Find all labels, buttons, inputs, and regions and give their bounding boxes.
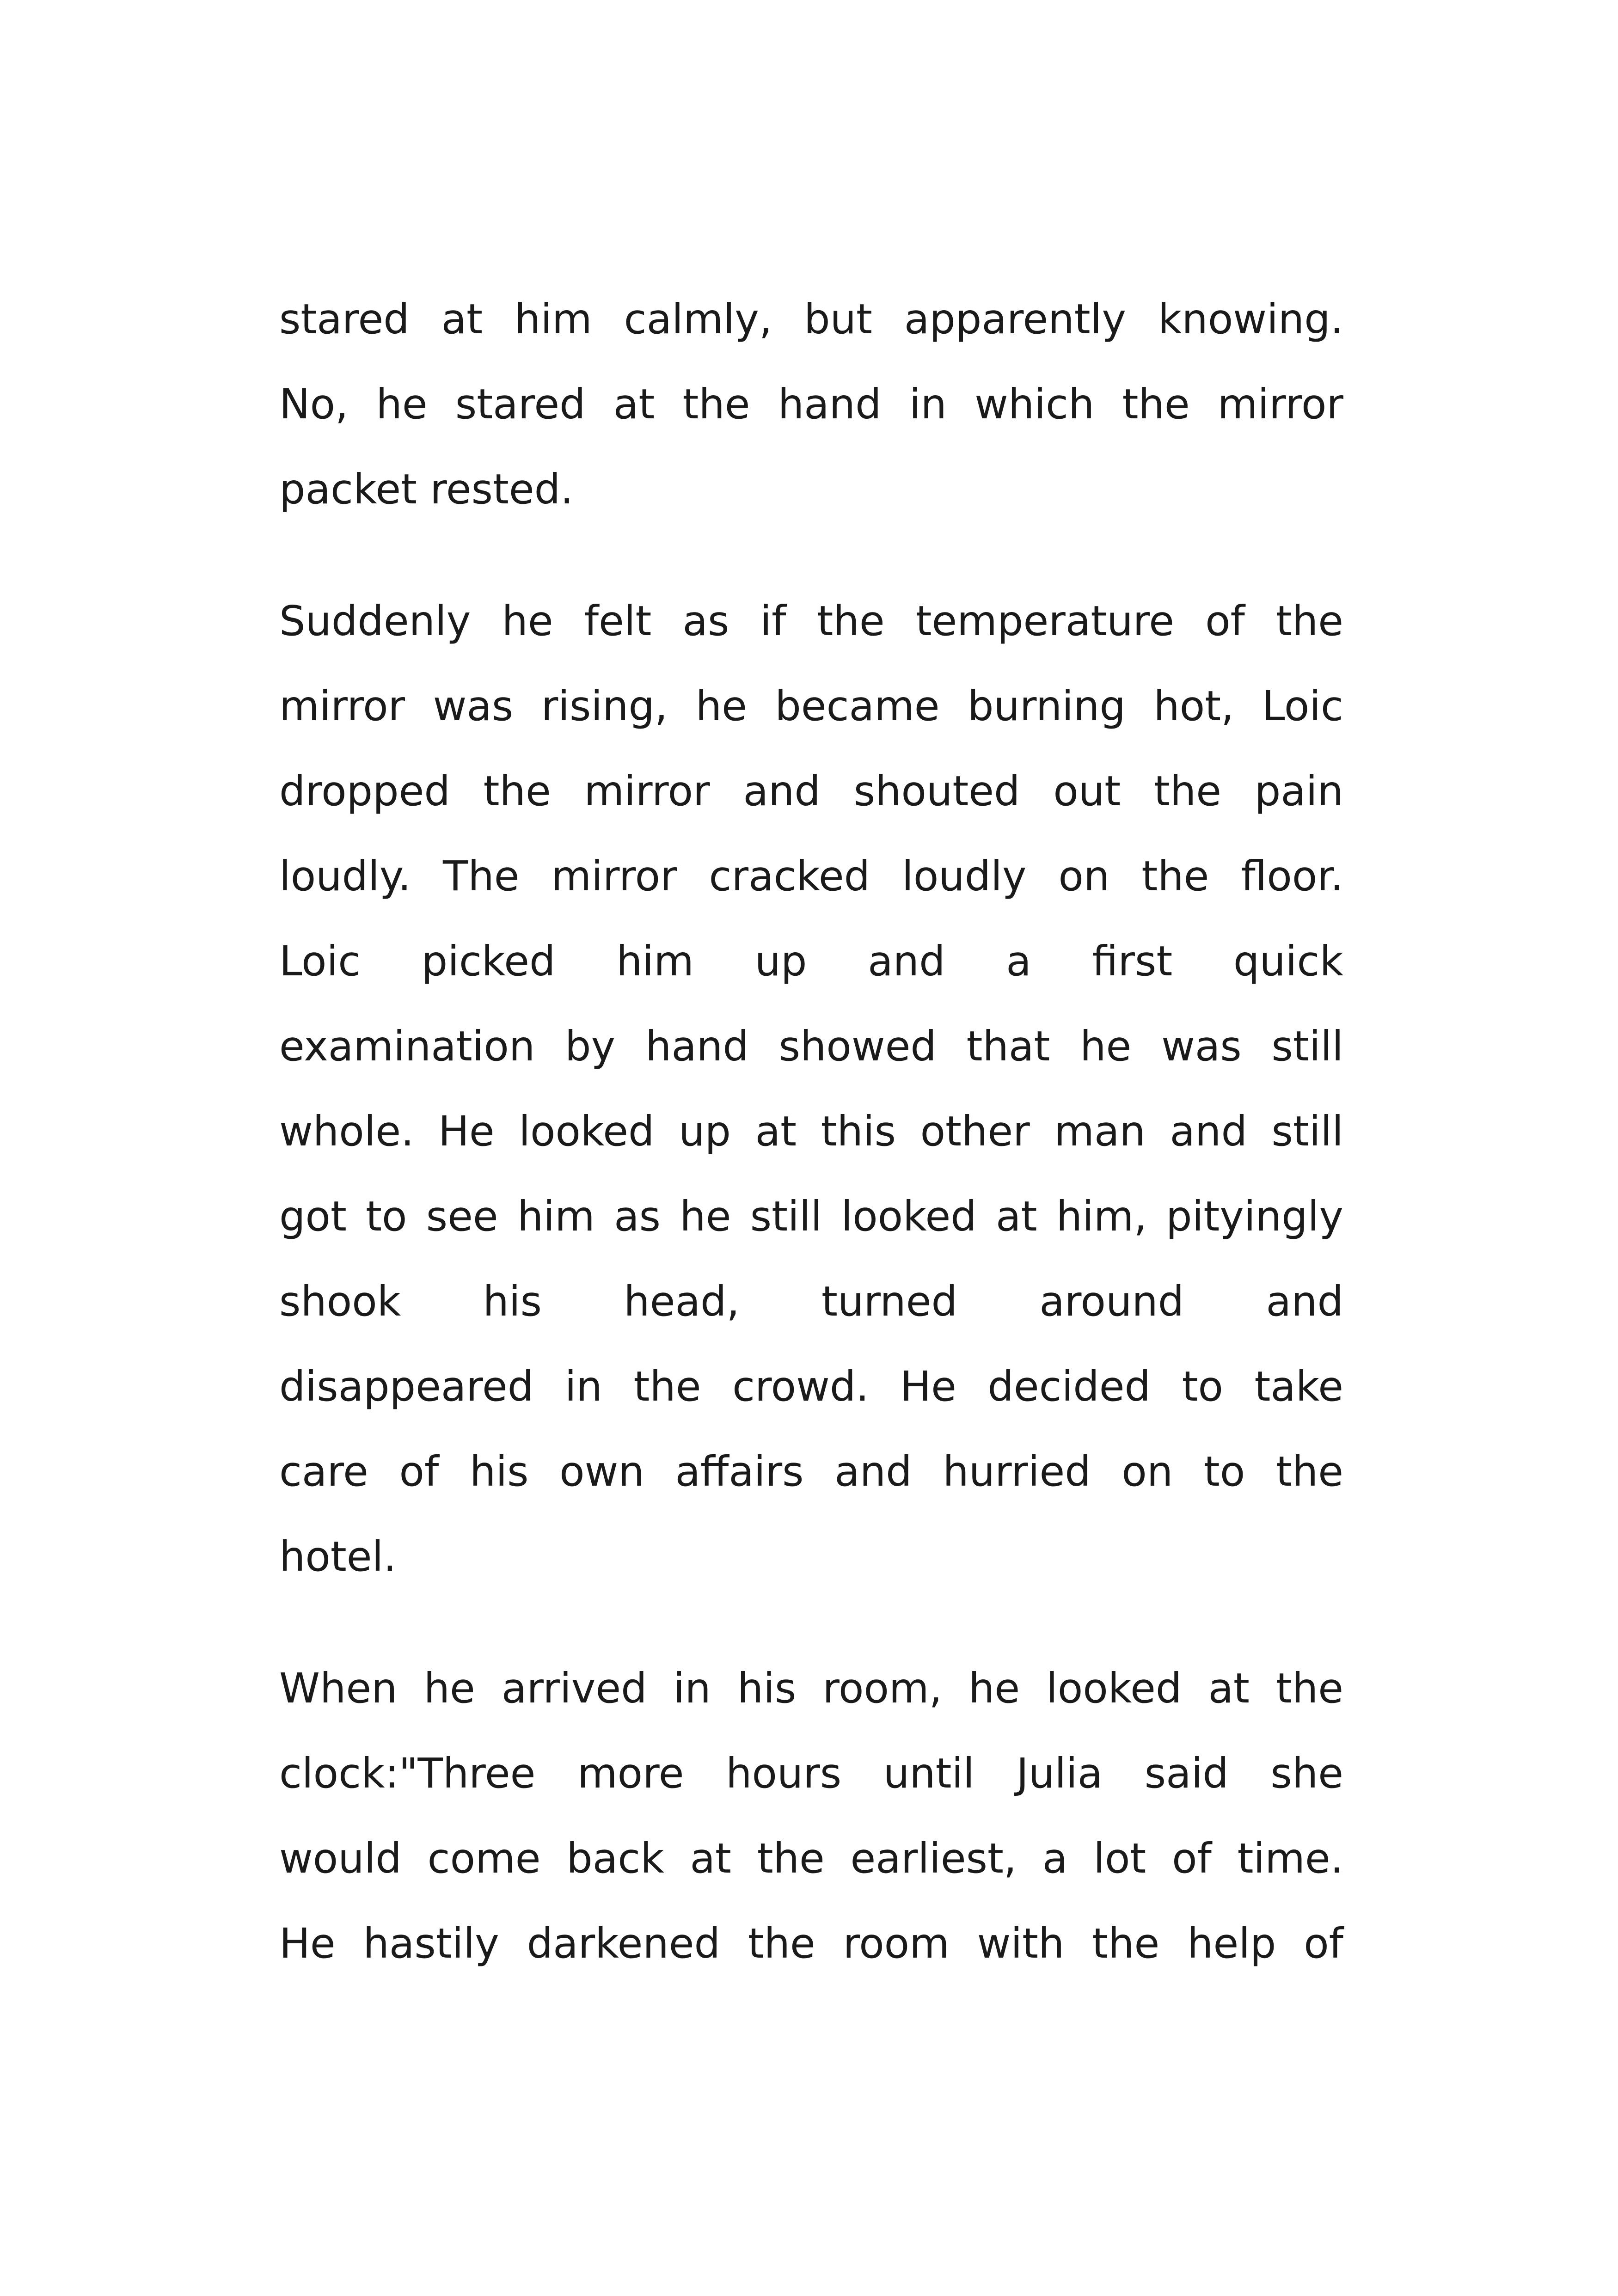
body-text: [279, 276, 1343, 1986]
text-line: dropped the mirror and shouted out the pain: [279, 767, 1343, 815]
text-line: Suddenly he felt as if the temperature of the: [279, 597, 1343, 645]
text-line: packet rested.: [279, 465, 574, 513]
text-line: He hastily darkened the room with the help of: [279, 1919, 1343, 1967]
text-line: No, he stared at the hand in which the mirror: [279, 380, 1343, 428]
paragraph-spacer: [279, 1599, 1343, 1646]
text-line: When he arrived in his room, he looked at the: [279, 1664, 1343, 1712]
text-line: shook his head, turned around and: [279, 1277, 1343, 1325]
text-line: got to see him as he still looked at him, pityingly: [279, 1192, 1343, 1240]
text-line: examination by hand showed that he was still: [279, 1022, 1343, 1070]
text-line: clock:"Three more hours until Julia said she: [279, 1749, 1343, 1797]
text-line: care of his own affairs and hurried on to the: [279, 1447, 1343, 1495]
paragraph-2: [279, 578, 1343, 1599]
text-line: disappeared in the crowd. He decided to take: [279, 1362, 1343, 1410]
text-line: stared at him calmly, but apparently knowing.: [279, 295, 1343, 343]
text-line: hotel.: [279, 1532, 397, 1580]
text-line: whole. He looked up at this other man and still: [279, 1107, 1343, 1155]
text-line: loudly. The mirror cracked loudly on the floor.: [279, 852, 1343, 900]
text-line: Loic picked him up and a first quick: [279, 937, 1343, 985]
paragraph-1: [279, 276, 1343, 532]
text-line: mirror was rising, he became burning hot, Loic: [279, 682, 1343, 730]
paragraph-3: [279, 1646, 1343, 1986]
text-line: would come back at the earliest, a lot of time.: [279, 1834, 1343, 1882]
paragraph-spacer: [279, 532, 1343, 578]
